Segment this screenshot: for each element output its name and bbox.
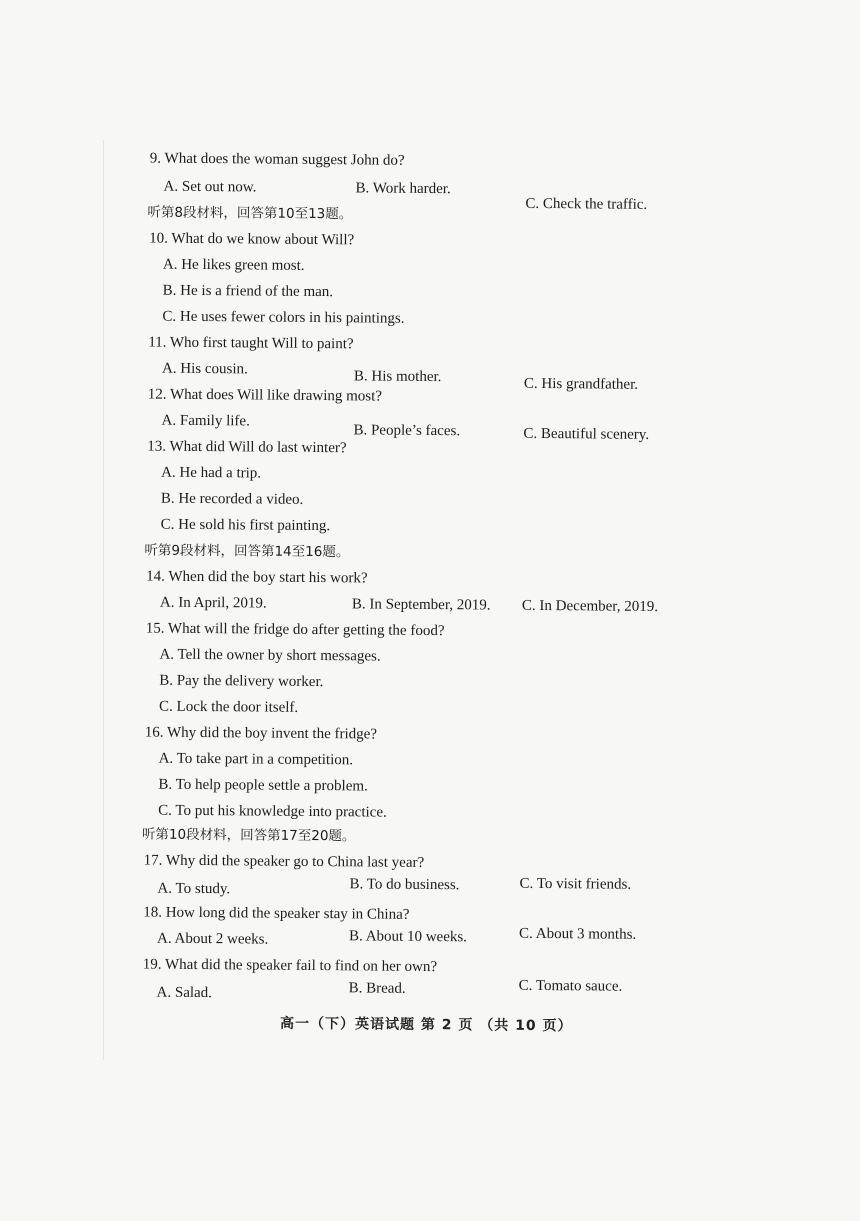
option-c: C. In December, 2019.: [521, 597, 659, 615]
option-c: C. Beautiful scenery.: [523, 425, 650, 443]
option-c: C. Tomato sauce.: [518, 977, 623, 995]
question-stem: 18. How long did the speaker stay in China?: [143, 904, 410, 923]
question-stem: 11. Who first taught Will to paint?: [148, 334, 354, 353]
option-c: C. Check the traffic.: [525, 195, 648, 213]
section-instruction: 听第8段材料，回答第10至13题。: [147, 204, 353, 223]
option-b: B. Work harder.: [355, 180, 451, 198]
option-a: A. In April, 2019.: [159, 594, 267, 612]
option-c: C. To visit friends.: [519, 875, 632, 893]
option-a: A. Family life.: [161, 412, 250, 430]
option-a: A. Tell the owner by short messages.: [159, 646, 381, 665]
question-stem: 9. What does the woman suggest John do?: [149, 150, 405, 169]
question-stem: 10. What do we know about Will?: [149, 230, 355, 249]
option-b: B. People’s faces.: [353, 422, 461, 440]
question-stem: 13. What did Will do last winter?: [147, 438, 347, 457]
question-stem: 15. What will the fridge do after getting the food?: [145, 620, 445, 640]
option-b: B. His mother.: [353, 368, 442, 386]
option-c: C. He sold his first painting.: [160, 516, 331, 535]
option-c: C. He uses fewer colors in his paintings.: [162, 308, 405, 327]
question-stem: 17. Why did the speaker go to China last year?: [143, 852, 425, 871]
option-a: A. His cousin.: [161, 360, 248, 378]
option-a: A. To take part in a competition.: [158, 750, 354, 769]
option-a: A. Set out now.: [163, 178, 257, 196]
option-b: B. Pay the delivery worker.: [159, 672, 324, 691]
option-c: C. To put his knowledge into practice.: [158, 802, 387, 821]
page-footer: 高一（下）英语试题 第 2 页 （共 10 页）: [279, 1015, 573, 1035]
question-stem: 16. Why did the boy invent the fridge?: [144, 724, 378, 743]
section-instruction: 听第9段材料，回答第14至16题。: [144, 542, 350, 561]
option-b: B. To help people settle a problem.: [158, 776, 368, 795]
option-b: B. In September, 2019.: [351, 596, 491, 614]
option-b: B. He is a friend of the man.: [162, 282, 334, 301]
option-a: A. He had a trip.: [161, 464, 262, 482]
option-c: C. His grandfather.: [523, 375, 639, 393]
option-b: B. To do business.: [349, 876, 460, 894]
option-a: A. He likes green most.: [162, 256, 305, 274]
option-b: B. He recorded a video.: [160, 490, 304, 508]
option-b: B. Bread.: [348, 980, 406, 997]
option-b: B. About 10 weeks.: [348, 928, 468, 946]
question-stem: 14. When did the boy start his work?: [146, 568, 368, 587]
option-c: C. About 3 months.: [519, 925, 637, 943]
option-a: A. To study.: [157, 880, 231, 898]
question-stem: 12. What does Will like drawing most?: [147, 386, 383, 405]
option-a: A. Salad.: [156, 984, 213, 1002]
section-instruction: 听第10段材料，回答第17至20题。: [141, 826, 356, 845]
option-a: A. About 2 weeks.: [156, 930, 269, 948]
question-stem: 19. What did the speaker fail to find on her own?: [142, 956, 438, 976]
option-c: C. Lock the door itself.: [158, 698, 299, 716]
